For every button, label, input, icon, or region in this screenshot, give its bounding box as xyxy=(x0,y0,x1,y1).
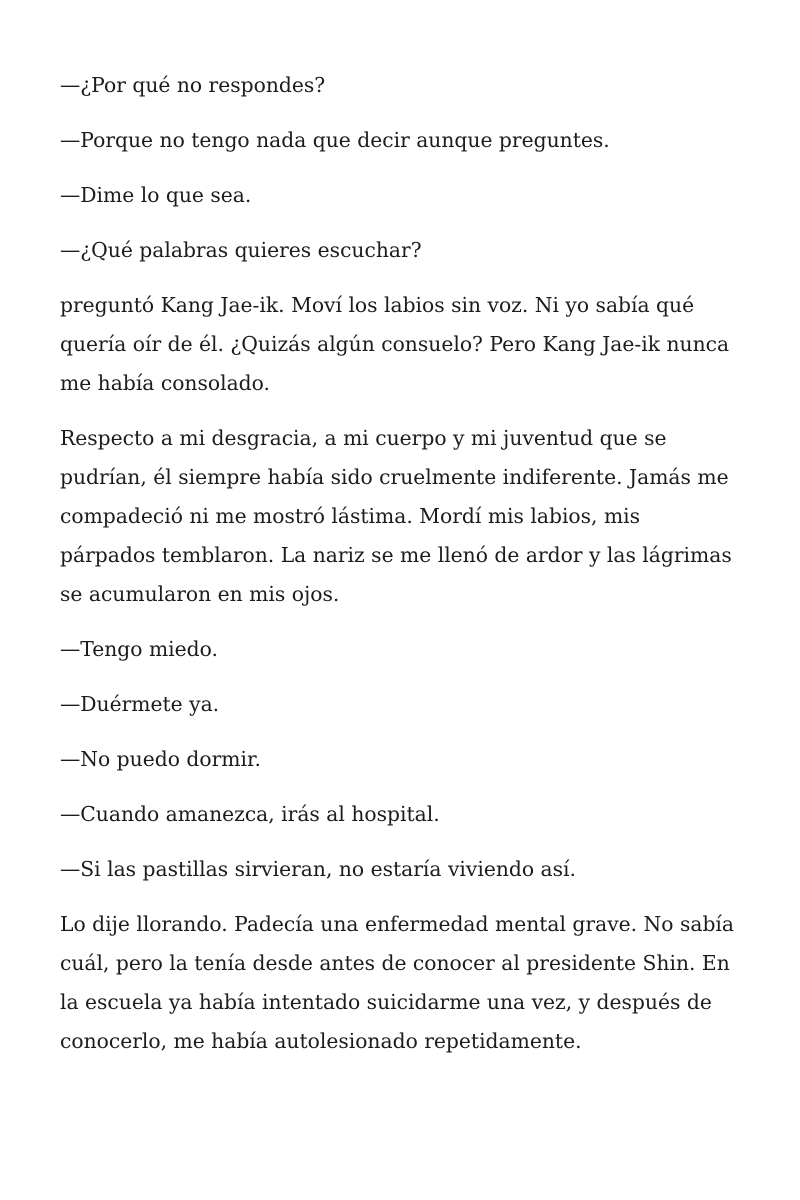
dialogue-line: —Dime lo que sea. xyxy=(60,183,252,207)
narrative-paragraph: preguntó Kang Jae-ik. Moví los labios sin voz. Ni yo sabía qué quería oír de él. ¿Quizás algún consuelo? Pero Kang Jae-ik nunca me había consolado. xyxy=(60,293,730,395)
dialogue-line: —No puedo dormir. xyxy=(60,747,261,771)
reader-page xyxy=(60,66,740,1077)
dialogue-line: —Duérmete ya. xyxy=(60,692,220,716)
dialogue-line: —¿Qué palabras quieres escuchar? xyxy=(60,238,422,262)
dialogue-line: —Si las pastillas sirvieran, no estaría viviendo así. xyxy=(60,857,576,881)
narrative-paragraph: Lo dije llorando. Padecía una enfermedad mental grave. No sabía cuál, pero la tenía desde antes de conocer al presidente Shin. En la escuela ya había intentado suicidarme una vez, y después de conocerlo, me había autolesionado repetidamente. xyxy=(60,912,735,1053)
dialogue-line: —Tengo miedo. xyxy=(60,637,218,661)
dialogue-line: —Cuando amanezca, irás al hospital. xyxy=(60,802,440,826)
dialogue-line: —Porque no tengo nada que decir aunque preguntes. xyxy=(60,128,610,152)
narrative-paragraph: Respecto a mi desgracia, a mi cuerpo y mi juventud que se pudrían, él siempre había sido cruelmente indiferente. Jamás me compadeció ni me mostró lástima. Mordí mis labios, mis párpados temblaron. La nariz se me llenó de ardor y las lágrimas se acumularon en mis ojos. xyxy=(60,426,732,606)
dialogue-line: —¿Por qué no respondes? xyxy=(60,73,326,97)
